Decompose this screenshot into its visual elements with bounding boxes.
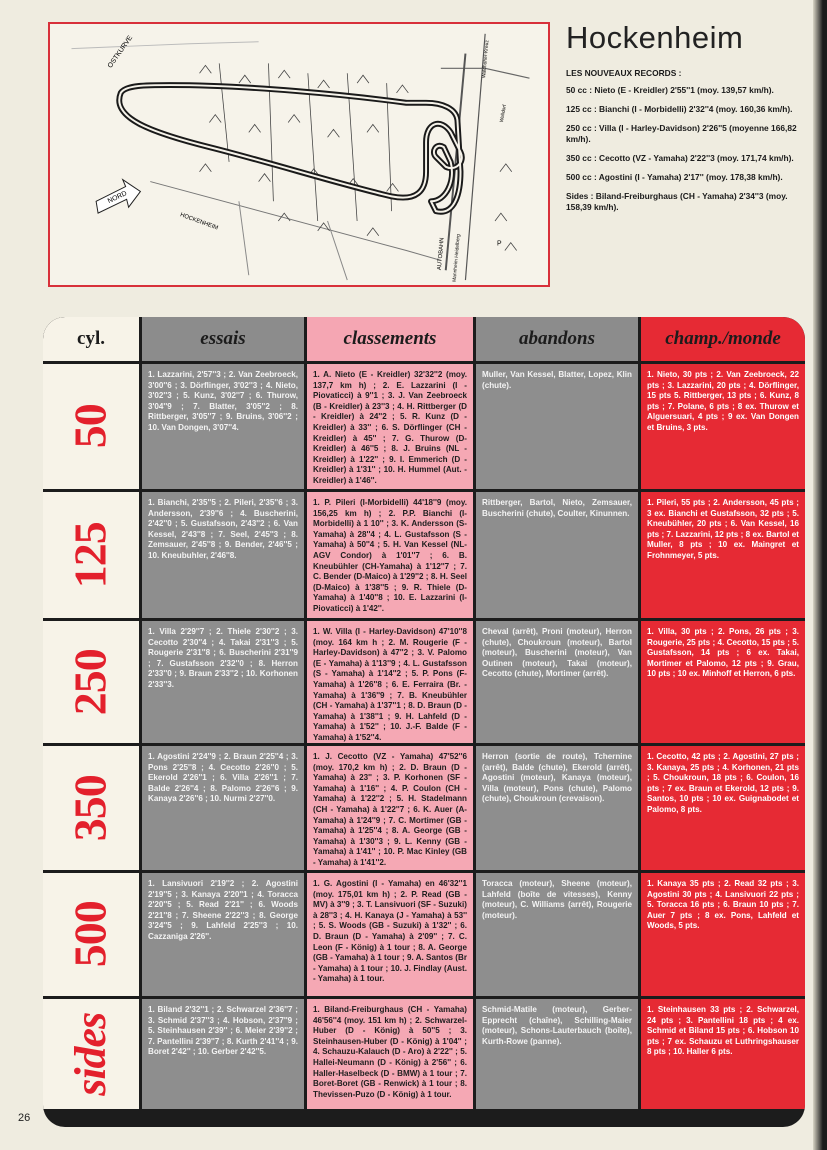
champ-cell: 1. Cecotto, 42 pts ; 2. Agostini, 27 pts ; 3. Kanaya, 25 pts ; 4. Korhonen, 21 pts ; 5. Choukroun, 18 pts ; 6. Coulon, 16 pts ; 7 ex. Braun et Ekerold, 12 pts ; 9. Santos, 10 pts ; 10 ex. Guignabodet et Palomo, 8 pts. — [641, 746, 805, 870]
record-sides: Sides : Biland-Freiburghaus (CH - Yamaha) 2'34''3 (moy. 158,39 km/h). — [566, 191, 788, 212]
hockenheim-label: HOCKENHEIM — [179, 212, 219, 232]
table-row-125 — [43, 492, 805, 618]
abandons-cell: Cheval (arrêt), Proni (moteur), Herron (chute), Choukroun (moteur), Bartol (moteur), Buscherini (moteur), Van Outinen (moteur), Takai (moteur), Cecotto (chute), Mortimer (arrêt). — [476, 621, 638, 743]
essais-cell: 1. Villa 2'29''7 ; 2. Thiele 2'30''2 ; 3. Cecotto 2'30''4 ; 4. Takai 2'31''3 ; 5. Rougerie 2'31''8 ; 6. Buscherini 2'31''9 ; 7. Gustafsson 2'32''0 ; 8. Herron 2'33''0 ; 9. Braun 2'33''2 ; 10. Korhonen 2'33''3. — [142, 621, 304, 743]
abandons-cell: Herron (sortie de route), Tchernine (arrêt), Balde (chute), Ekerold (arrêt), Agostini (moteur), Kanaya (moteur), Villa (moteur), Pons (chute), Palomo (chute), Choukroun (crevaison). — [476, 746, 638, 870]
table-row-250 — [43, 621, 805, 743]
champ-cell: 1. Steinhausen 33 pts ; 2. Schwarzel, 24 pts ; 3. Pantellini 18 pts ; 4 ex. Schmid et Biland 15 pts ; 6. Hobson 10 pts ; 7 ex. Schauzu et Luthringshauser 8 pts ; 10. Haller 6 pts. — [641, 999, 805, 1109]
champ-cell: 1. Villa, 30 pts ; 2. Pons, 26 pts ; 3. Rougerie, 25 pts ; 4. Cecotto, 15 pts ; 5. Gustafsson, 14 pts ; 6 ex. Takai, Mortimer et Palomo, 12 pts ; 9. Grau, 10 pts ; 10 ex. Minhoff et Herron, 6 pts. — [641, 621, 805, 743]
cyl-label: 250 — [64, 649, 116, 715]
champ-cell: 1. Kanaya 35 pts ; 2. Read 32 pts ; 3. Agostini 30 pts ; 4. Lansivuori 22 pts ; 5. Toracca 16 pts ; 6. Braun 10 pts ; 7. Auer 7 pts ; 8 ex. Pons, Lahfeld et Woods, 5 pts. — [641, 873, 805, 996]
champ-cell: 1. Pileri, 55 pts ; 2. Andersson, 45 pts ; 3 ex. Bianchi et Gustafsson, 32 pts ; 5. Kneubühler, 20 pts ; 6. Van Kessel, 16 pts ; 7. Lazzarini, 12 pts ; 8 ex. Bartol et Muller, 8 pts ; 10 ex. Maingret et Frohnmeyer, 5 pts. — [641, 492, 805, 618]
header-essais: essais — [142, 317, 304, 361]
page-edge-shadow — [813, 0, 827, 1150]
record-125: 125 cc : Bianchi (I - Morbidelli) 2'32''4 (moy. 160,36 km/h). — [566, 104, 793, 114]
cyl-cell — [43, 621, 139, 743]
champ-cell: 1. Nieto, 30 pts ; 2. Van Zeebroeck, 22 pts ; 3. Lazzarini, 20 pts ; 4. Dörflinger, 15 pts 5. Rittberger, 13 pts ; 6. Kunz, 8 pts ; 7. Polane, 6 pts ; 8 ex. Thurow et Alguersuari, 4 pts ; 9 ex. Van Dongen et Bruins, 3 pts. — [641, 364, 805, 489]
cyl-cell — [43, 492, 139, 618]
cyl-label: 500 — [64, 901, 116, 968]
classements-cell: 1. A. Nieto (E - Kreidler) 32'32''2 (moy. 137,7 km h) ; 2. E. Lazzarini (I - Piovaticci) à 9''1 ; 3. J. Van Zeebroeck (B - Kreidler) à 23''3 ; 4. H. Rittberger (D - Kreidler) à 24''2 ; 5. R. Kunz (D - Kreidler) à 33'' ; 6. S. Dörflinger (CH - Kreidler) à 45'' ; 7. G. Thurow (D-Kreidler) à 46''5 ; 8. J. Bruins (NL - Kreidler) à 1'22'' ; 9. I. Emmerich (D - Kreidler) à 1'31'' ; 10. H. Hummel (Aut. - Kreidler) à 1'46''. — [307, 364, 473, 489]
results-table — [43, 317, 805, 1127]
record-500: 500 cc : Agostini (I - Yamaha) 2'17'' (moy. 178,38 km/h). — [566, 172, 783, 182]
records-heading: LES NOUVEAUX RECORDS : — [566, 68, 682, 78]
table-row-50 — [43, 364, 805, 489]
essais-cell: 1. Biland 2'32''1 ; 2. Schwarzel 2'36''7 ; 3. Schmid 2'37''3 ; 4. Hobson, 2'37''9 ; 5. Steinhausen 2'39'' ; 6. Meier 2'39''2 ; 7. Pantellini 2'39''7 ; 8. Kurth 2'41''4 ; 9. Boret 2'42'' ; 10. Gerber 2'42''5. — [142, 999, 304, 1109]
autobahn-label: AUTOBAHN — [436, 237, 446, 271]
page-title: Hockenheim — [566, 20, 744, 55]
page-number: 26 — [18, 1112, 31, 1124]
walldorf-label: Walldorf — [499, 104, 508, 123]
cyl-label: 50 — [64, 404, 116, 449]
table-row-350 — [43, 746, 805, 870]
cyl-cell — [43, 746, 139, 870]
circuit-map — [48, 22, 550, 287]
header-abandons: abandons — [476, 317, 638, 361]
classements-cell: 1. W. Villa (I - Harley-Davidson) 47'10''8 (moy. 164 km h ; 2. M. Rougerie (F - Harley-Davidson) à 47''2 ; 3. V. Palomo (E - Yamaha) à 1'13''9 ; 4. L. Gustafsson (S - Yamaha) à 1'14''2 ; 5. P. Pons (F-Yamaha) à 1'26''8 ; 6. E. Ferraira (Br. - Yamaha) à 1'36''9 ; 7. B. Kneubühler (CH - Yamaha) à 1'37''1 ; 8. D. Braun (D - Yamaha) à 1'38''1 ; 9. H. Lahfeld (D - Yamaha) à 1'52'' ; 10. J.-F. Balde (F - Yamaha) à 1'52''4. — [307, 621, 473, 743]
ostkurve-label: OSTKURVE — [106, 34, 135, 70]
waldhoher-label: Waldhöher-Kreuz — [482, 40, 491, 79]
record-250: 250 cc : Villa (I - Harley-Davidson) 2'26''5 (moyenne 166,82 km/h). — [566, 123, 797, 144]
record-50: 50 cc : Nieto (E - Kreidler) 2'55''1 (moy. 139,57 km/h). — [566, 85, 774, 95]
cyl-cell — [43, 999, 139, 1109]
cyl-label: sides — [65, 1012, 115, 1096]
abandons-cell: Muller, Van Kessel, Blatter, Lopez, Klin (chute). — [476, 364, 638, 489]
table-row-sides — [43, 999, 805, 1109]
cyl-label: 125 — [64, 522, 116, 588]
essais-cell: 1. Lansivuori 2'19''2 ; 2. Agostini 2'19''5 ; 3. Kanaya 2'20''1 ; 4. Toracca 2'20''5 ; 5. Read 2'21'' ; 6. Woods 2'21''8 ; 7. Sheene 2'22''3 ; 8. George 3'24''5 ; 9. Lahfeld 2'25''3 ; 10. Cazzaniga 2'26''. — [142, 873, 304, 996]
essais-cell: 1. Bianchi, 2'35''5 ; 2. Pileri, 2'35''6 ; 3. Andersson, 2'39''6 ; 4. Buscherini, 2'42''0 ; 5. Gustafsson, 2'43''2 ; 6. Van Kessel, 2'43''8 ; 7. Seel, 2'45''3 ; 8. Zemsauer, 2'45''8 ; 9. Bender, 2'46''5 ; 10. Kneubuhler, 2'46''8. — [142, 492, 304, 618]
record-350: 350 cc : Cecotto (VZ - Yamaha) 2'22''3 (moy. 171,74 km/h). — [566, 153, 794, 163]
cyl-cell — [43, 873, 139, 996]
abandons-cell: Schmid-Matile (moteur), Gerber-Epprecht (chaîne), Schilling-Maier (moteur), Schons-Lauterbauch (boîte), Kurth-Rowe (panne). — [476, 999, 638, 1109]
mannheim-label: Mannheim Heidelberg — [452, 233, 462, 283]
header-cyl: cyl. — [43, 317, 139, 361]
records-block — [566, 68, 809, 221]
abandons-cell: Rittberger, Bartol, Nieto, Zemsauer, Buscherini (chute), Coulter, Kinunnen. — [476, 492, 638, 618]
header-champ-monde: champ./monde — [641, 317, 805, 361]
circuit-track — [119, 85, 462, 212]
north-label: NORD — [106, 190, 129, 206]
classements-cell: 1. Biland-Freiburghaus (CH - Yamaha) 46'56''4 (moy. 151 km h) ; 2. Schwarzel-Huber (D - König) à 50''5 ; 3. Steinhausen-Huber (D - König) à 1'04'' ; 4. Schauzu-Kalauch (D - Aro) à 2'22'' ; 5. Hallei-Neumann (D - König) à 2'56'' ; 6. Haller-Haselbeck (D - BMW) à 1 tour ; 7. Boret-Boret (GB - Renwick) à 1 tour ; 8. Thevissen-Puzo (D - König) à 1 tour. — [307, 999, 473, 1109]
essais-cell: 1. Lazzarini, 2'57''3 ; 2. Van Zeebroeck, 3'00''6 ; 3. Dörflinger, 3'02''3 ; 4. Nieto, 3'02''3 ; 5. Kunz, 3'02''7 ; 6. Thurow, 3'04''9 ; 7. Blatter, 3'05''2 ; 8. Rittberger, 3'05''7 ; 9. Bruins, 3'06''2 ; 10. Van Dongen, 3'07''4. — [142, 364, 304, 489]
essais-cell: 1. Agostini 2'24''9 ; 2. Braun 2'25''4 ; 3. Pons 2'25''8 ; 4. Cecotto 2'26''0 ; 5. Ekerold 2'26''1 ; 6. Villa 2'26''1 ; 7. Balde 2'26''4 ; 8. Palomo 2'26''6 ; 9. Kanaya 2'26''6 ; 10. Nurmi 2'27''0. — [142, 746, 304, 870]
abandons-cell: Toracca (moteur), Sheene (moteur), Lahfeld (boîte de vitesses), Kenny (moteur), C. Williams (arrêt), Rougerie (moteur). — [476, 873, 638, 996]
circuit-map-drawing — [50, 24, 548, 285]
classements-cell: 1. J. Cecotto (VZ - Yamaha) 47'52''6 (moy. 170,2 km h) ; 2. D. Braun (D - Yamaha) à 23'' ; 3. P. Korhonen (SF - Yamaha) à 1'16'' ; 4. P. Coulon (CH - Yamaha) à 1'22''2 ; 5. H. Stadelmann (CH - Yamaha) à 1'22''7 ; 6. K. Auer (A-Yamaha) à 1'24''9 ; 7. C. Mortimer (GB - Yamaha) à 1'25''4 ; 8. A. George (GB - Yamaha) à 1'30''3 ; 9. L. Kenny (GB - Yamaha) à 1'41'' ; 10. P. Mac Kinley (GB - Yamaha) à 1'41''2. — [307, 746, 473, 870]
cyl-cell — [43, 364, 139, 489]
classements-cell: 1. G. Agostini (I - Yamaha) en 46'32''1 (moy. 175,01 km h) ; 2. P. Read (GB - MV) à 3''9 ; 3. T. Lansivuori (SF - Suzuki) à 28''3 ; 4. H. Kanaya (J - Yamaha) à 53'' ; 5. S. Woods (GB - Suzuki) à 1'32'' ; 6. D. Braun (D - Yamaha) à 2'09'' ; 7. C. Leon (F - König) à 1 tour ; 8. A. George (GB - Yamaha) à 1 tour ; 9. A. Santos (Br - Yamaha) à 1 tour ; 10. J. Findlay (Aust. - Yamaha) à 1 tour. — [307, 873, 473, 996]
parkplatz-label: P — [496, 240, 502, 248]
cyl-label: 350 — [64, 775, 116, 841]
table-row-500 — [43, 873, 805, 996]
header-classements: classements — [307, 317, 473, 361]
classements-cell: 1. P. Pileri (I-Morbidelli) 44'18''9 (moy. 156,25 km h) ; 2. P.P. Bianchi (I-Morbidelli) à 1 10'' ; 3. K. Andersson (S-Yamaha) à 28''4 ; 4. L. Gustafsson (S - Yamaha) à 50''4 ; 5. H. Van Kessel (NL-AGV Condor) à 1'01''7 ; 6. B. Kneubühler (CH-Yamaha) à 1'12''7 ; 7. C. Bender (D-Maico) à 1'29''2 ; 8. H. Seel (D-Maico) à 1'38''5 ; 9. R. Thiele (D-Yamaha) à 1'40''8 ; 10. E. Lazzarini (I-Piovaticci) à 1'42''. — [307, 492, 473, 618]
